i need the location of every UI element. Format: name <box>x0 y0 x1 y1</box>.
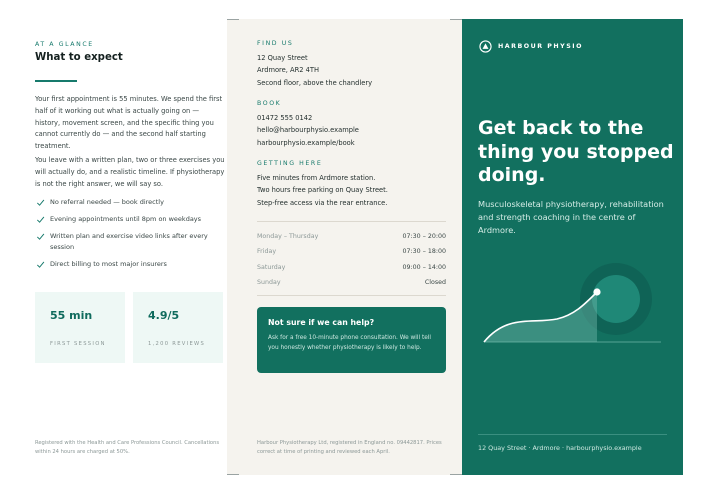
cover-divider <box>478 434 667 435</box>
directions-block <box>257 172 447 209</box>
directions-line: Two hours free parking on Quay Street. <box>257 186 388 195</box>
booking-block <box>257 112 447 149</box>
logo-triangle-icon <box>479 40 492 53</box>
checklist-item <box>35 259 167 270</box>
address-line: Second floor, above the chandlery <box>257 78 373 87</box>
stat-label: 1,200 REVIEWS <box>148 341 206 347</box>
address-line: Ardmore, AR2 4TH <box>257 66 319 75</box>
company-footnote: Harbour Physiotherapy Ltd, registered in England no. 09442817. Prices correct at time of printing and reviewed each April. <box>257 440 442 455</box>
checklist-text: No referral needed — book directly <box>50 198 164 206</box>
consultation-callout <box>257 307 446 373</box>
address-line: 12 Quay Street <box>257 54 308 62</box>
checklist-item <box>35 197 164 208</box>
crop-mark <box>450 474 462 475</box>
brand-name: HARBOUR PHYSIO <box>498 43 583 50</box>
book-eyebrow: BOOK <box>257 100 282 107</box>
stat-value: 4.9/5 <box>148 309 180 322</box>
plan-paragraph: You leave with a written plan, two or three exercises you will actually do, and a realistic timeline. If physiotherapy is not the right answer, we will say so. <box>35 156 225 188</box>
hours-day: Friday <box>257 248 277 256</box>
booking-url[interactable]: harbourphysio.example/book <box>257 138 355 147</box>
directions-line: Step-free access via the rear entrance. <box>257 198 388 207</box>
hours-time: 09:00 – 14:00 <box>402 263 446 271</box>
hours-day: Monday – Thursday <box>257 233 319 240</box>
checklist-item <box>35 214 201 225</box>
hours-row <box>257 244 446 259</box>
hours-row <box>257 260 446 275</box>
directions-line: Five minutes from Ardmore station. <box>257 174 376 182</box>
hours-divider-top <box>257 221 446 222</box>
stat-card-first-session <box>35 292 125 363</box>
panel-what-to-expect <box>18 19 227 475</box>
checklist-text: Evening appointments until 8pm on weekdays <box>50 215 202 223</box>
phone-number[interactable]: 01472 555 0142 <box>257 114 313 122</box>
hours-row <box>257 275 446 290</box>
hours-divider-bottom <box>257 295 446 296</box>
cover-address: 12 Quay Street · Ardmore · harbourphysio.example <box>478 444 642 452</box>
panel-cover <box>462 19 683 475</box>
getting-here-eyebrow: GETTING HERE <box>257 160 323 167</box>
hours-time: Closed <box>424 278 446 286</box>
title-underline <box>35 80 77 82</box>
crop-mark <box>227 19 239 20</box>
check-icon <box>36 232 45 241</box>
hours-day: Saturday <box>257 263 286 271</box>
address-block <box>257 52 447 89</box>
checklist-text: Direct billing to most major insurers <box>50 260 167 268</box>
checklist-text: Written plan and exercise video links after every session <box>50 232 208 251</box>
check-icon <box>36 198 45 207</box>
halo-disc <box>592 275 640 323</box>
callout-title: Not sure if we can help? <box>268 318 375 327</box>
email-address[interactable]: hello@harbourphysio.example <box>257 126 359 135</box>
panel-contact-details <box>227 19 462 475</box>
callout-body: Ask for a free 10-minute phone consultation. We will tell you honestly whether physiotherapy is likely to help. <box>268 335 432 351</box>
stat-value: 55 min <box>50 309 93 322</box>
check-icon <box>36 215 45 224</box>
check-icon <box>36 260 45 269</box>
intro-paragraph: Your first appointment is 55 minutes. We spend the first half of it working out what is actually going on — history, movement screen, and the specific thing you cannot currently do — and the second half starting treatment. <box>35 95 223 151</box>
what-to-expect-title: What to expect <box>35 52 123 63</box>
hero-headline: Get back to the thing you stopped doing. <box>478 117 674 186</box>
checklist-item <box>35 231 227 252</box>
hours-day: Sunday <box>257 278 281 286</box>
find-us-eyebrow: FIND US <box>257 40 294 47</box>
registration-footnote: Registered with the Health and Care Professions Council. Cancellations within 24 hours are charged at 50%. <box>35 440 220 455</box>
opening-hours-table <box>257 229 446 290</box>
stat-label: FIRST SESSION <box>50 341 106 347</box>
crop-mark <box>227 474 239 475</box>
hero-subhead: Musculoskeletal physiotherapy, rehabilitation and strength coaching in the centre of Ardmore. <box>478 199 664 235</box>
stat-card-reviews <box>133 292 223 363</box>
hours-time: 07:30 – 20:00 <box>402 233 446 240</box>
hours-time: 07:30 – 18:00 <box>402 248 446 256</box>
curve-endpoint <box>593 288 600 295</box>
at-a-glance-eyebrow: AT A GLANCE <box>35 41 94 48</box>
recovery-curve-illustration <box>462 259 683 359</box>
hours-row <box>257 229 446 244</box>
crop-mark <box>450 19 462 20</box>
